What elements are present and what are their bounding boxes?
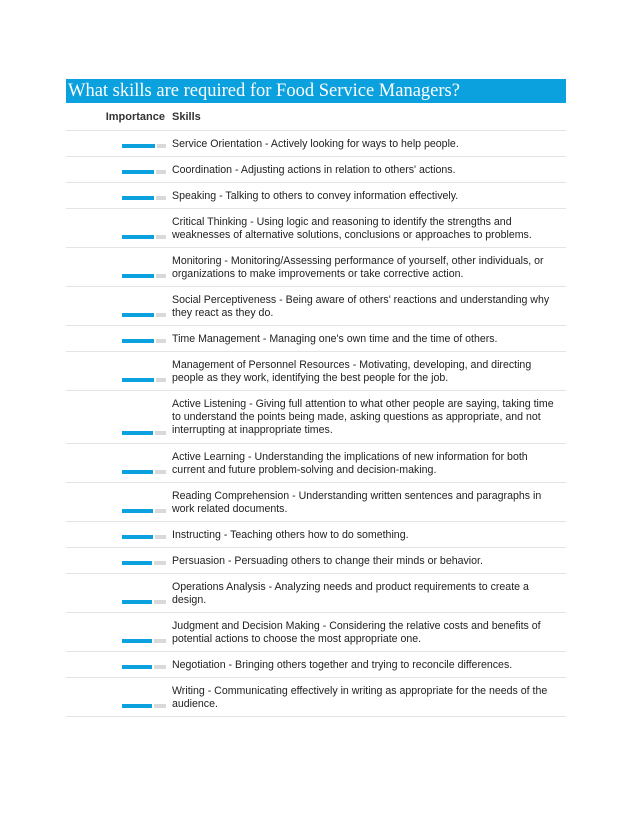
table-row bbox=[66, 574, 566, 613]
table-row bbox=[66, 131, 566, 157]
importance-bar-fill bbox=[122, 144, 155, 148]
importance-bar bbox=[122, 600, 166, 604]
table-row bbox=[66, 613, 566, 652]
table-row bbox=[66, 483, 566, 522]
header-skills: Skills bbox=[172, 111, 201, 123]
table-row bbox=[66, 522, 566, 548]
table-header bbox=[66, 104, 566, 131]
skill-description: Negotiation - Bringing others together and trying to reconcile differences. bbox=[172, 659, 513, 671]
importance-cell bbox=[66, 652, 172, 677]
importance-bar-fill bbox=[122, 561, 152, 565]
importance-bar-rest bbox=[156, 170, 166, 174]
importance-cell bbox=[66, 483, 172, 521]
skill-description: Speaking - Talking to others to convey information effectively. bbox=[172, 190, 459, 202]
skill-description: Active Learning - Understanding the implications of new information for both current and future problem-solving and decision-making. bbox=[172, 451, 528, 476]
importance-cell bbox=[66, 287, 172, 325]
skill-description: Instructing - Teaching others how to do something. bbox=[172, 529, 409, 541]
skill-description: Reading Comprehension - Understanding written sentences and paragraphs in work related documents. bbox=[172, 490, 542, 515]
importance-bar-rest bbox=[155, 431, 166, 435]
table-row bbox=[66, 326, 566, 352]
importance-bar bbox=[122, 170, 166, 174]
importance-cell bbox=[66, 548, 172, 573]
importance-bar-rest bbox=[156, 235, 166, 239]
skill-description: Persuasion - Persuading others to change their minds or behavior. bbox=[172, 555, 483, 567]
importance-bar-rest bbox=[154, 665, 166, 669]
skills-table bbox=[66, 104, 566, 717]
importance-bar bbox=[122, 470, 166, 474]
importance-bar bbox=[122, 509, 166, 513]
importance-bar bbox=[122, 704, 166, 708]
importance-cell bbox=[66, 522, 172, 547]
importance-cell bbox=[66, 209, 172, 247]
importance-bar-rest bbox=[154, 561, 166, 565]
importance-bar-fill bbox=[122, 704, 152, 708]
importance-bar bbox=[122, 144, 166, 148]
importance-cell bbox=[66, 391, 172, 443]
section-title: What skills are required for Food Service Managers? bbox=[66, 79, 566, 103]
table-row bbox=[66, 157, 566, 183]
importance-bar-rest bbox=[155, 470, 166, 474]
importance-cell bbox=[66, 678, 172, 716]
importance-cell bbox=[66, 444, 172, 482]
importance-bar-fill bbox=[122, 639, 152, 643]
importance-cell bbox=[66, 613, 172, 651]
importance-bar-rest bbox=[157, 144, 166, 148]
importance-bar bbox=[122, 639, 166, 643]
importance-bar-fill bbox=[122, 274, 154, 278]
importance-bar bbox=[122, 339, 166, 343]
importance-bar bbox=[122, 431, 166, 435]
importance-bar bbox=[122, 235, 166, 239]
importance-bar bbox=[122, 665, 166, 669]
importance-bar-rest bbox=[154, 600, 166, 604]
importance-bar-fill bbox=[122, 535, 153, 539]
importance-bar bbox=[122, 274, 166, 278]
skill-description: Management of Personnel Resources - Motivating, developing, and directing people as they work, identifying the best people for the job. bbox=[172, 359, 532, 384]
table-row bbox=[66, 183, 566, 209]
importance-cell bbox=[66, 131, 172, 156]
importance-bar-rest bbox=[156, 313, 166, 317]
table-row bbox=[66, 444, 566, 483]
importance-bar-fill bbox=[122, 313, 154, 317]
header-importance: Importance bbox=[105, 111, 165, 123]
importance-bar-fill bbox=[122, 170, 154, 174]
importance-bar-rest bbox=[156, 274, 166, 278]
importance-cell bbox=[66, 157, 172, 182]
importance-cell bbox=[66, 574, 172, 612]
importance-cell bbox=[66, 352, 172, 390]
skill-description: Writing - Communicating effectively in writing as appropriate for the needs of the audience. bbox=[172, 685, 548, 710]
importance-bar-rest bbox=[154, 639, 166, 643]
importance-bar-fill bbox=[122, 600, 152, 604]
skill-description: Service Orientation - Actively looking for ways to help people. bbox=[172, 138, 459, 150]
skill-description: Judgment and Decision Making - Considering the relative costs and benefits of potential actions to choose the most appropriate one. bbox=[172, 620, 541, 645]
importance-bar-fill bbox=[122, 235, 154, 239]
importance-bar-fill bbox=[122, 431, 153, 435]
table-row bbox=[66, 391, 566, 444]
skill-description: Coordination - Adjusting actions in relation to others' actions. bbox=[172, 164, 456, 176]
table-row bbox=[66, 209, 566, 248]
importance-bar-rest bbox=[154, 704, 166, 708]
table-row bbox=[66, 652, 566, 678]
skill-description: Critical Thinking - Using logic and reasoning to identify the strengths and weaknesses of alternative solutions, conclusions or approaches to problems. bbox=[172, 216, 532, 241]
importance-bar-rest bbox=[156, 196, 166, 200]
importance-bar-rest bbox=[156, 378, 166, 382]
importance-bar-fill bbox=[122, 339, 154, 343]
importance-cell bbox=[66, 326, 172, 351]
table-row bbox=[66, 287, 566, 326]
importance-bar bbox=[122, 561, 166, 565]
skill-description: Active Listening - Giving full attention to what other people are saying, taking time to understand the points being made, asking questions as appropriate, and not interrupting at inappropriate times. bbox=[172, 398, 554, 436]
importance-bar-rest bbox=[155, 535, 166, 539]
importance-bar-fill bbox=[122, 509, 153, 513]
importance-cell bbox=[66, 183, 172, 208]
importance-bar bbox=[122, 378, 166, 382]
importance-bar-fill bbox=[122, 378, 154, 382]
skill-description: Social Perceptiveness - Being aware of others' reactions and understanding why they react as they do. bbox=[172, 294, 550, 319]
importance-bar-fill bbox=[122, 470, 153, 474]
table-row bbox=[66, 352, 566, 391]
table-row bbox=[66, 248, 566, 287]
importance-bar-rest bbox=[156, 339, 166, 343]
skill-description: Time Management - Managing one's own time and the time of others. bbox=[172, 333, 498, 345]
importance-bar bbox=[122, 535, 166, 539]
skill-description: Operations Analysis - Analyzing needs and product requirements to create a design. bbox=[172, 581, 529, 606]
table-row bbox=[66, 678, 566, 717]
skills-rows bbox=[66, 131, 566, 717]
importance-bar-fill bbox=[122, 665, 152, 669]
importance-bar-rest bbox=[155, 509, 166, 513]
importance-bar bbox=[122, 196, 166, 200]
importance-bar-fill bbox=[122, 196, 154, 200]
importance-bar bbox=[122, 313, 166, 317]
importance-cell bbox=[66, 248, 172, 286]
table-row bbox=[66, 548, 566, 574]
skill-description: Monitoring - Monitoring/Assessing performance of yourself, other individuals, or organizations to make improvements or take corrective action. bbox=[172, 255, 544, 280]
